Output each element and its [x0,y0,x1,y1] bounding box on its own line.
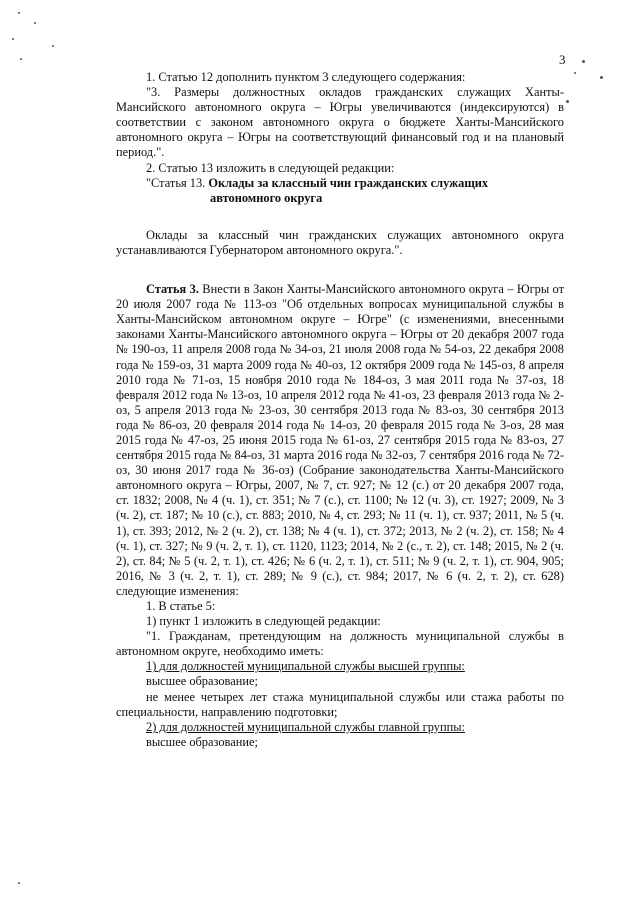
heading-title-continued: автономного округа [210,190,323,205]
paragraph: Оклады за классный чин гражданских служащих автономного округа устанавливаются Губернатором автономного округа.". [116,227,564,257]
scan-speck [582,60,585,63]
scan-speck [18,12,20,14]
underlined-text: 1) для должностей муниципальной службы высшей группы: [146,659,465,674]
scan-speck [52,45,54,47]
article-3-paragraph [116,282,564,599]
article-label: Статья 3. [146,282,199,297]
paragraph: 1. Статью 12 дополнить пунктом 3 следующего содержания: [146,70,466,84]
paragraph: "3. Размеры должностных окладов гражданских служащих Ханты-Мансийского автономного округа – Югры увеличиваются (индексируются) в соответствии с законом автономного округа о бюджете Ханты-Мансийского автономного округа – Югры на соответствующий финансовый год и на плановый период.". [116,85,564,160]
paragraph: "1. Гражданам, претендующим на должность муниципальной службы в автономном округе, необходимо иметь: [116,629,564,659]
heading-title: Оклады за классный чин гражданских служащих [208,175,489,190]
scan-speck [12,38,14,40]
scan-speck [600,76,603,79]
underlined-text: 2) для должностей муниципальной службы главной группы: [146,719,465,734]
paragraph: 2. Статью 13 изложить в следующей редакции: [146,160,395,175]
paragraph: не менее четырех лет стажа муниципальной службы или стажа работы по специальности, направлению подготовки; [116,689,564,719]
article-text: Внести в Закон Ханты-Мансийского автономного округа – Югры от 20 июля 2007 года № 113-оз "Об отдельных вопросах муниципальной службы в Ханты-Мансийском автономном округе – Югре" (с изменениями, внесенными законами Ханты-Мансийского автономного округа – Югры от 20 декабря 2007 года № 190-оз, 11 апреля 2008 года № 34-оз, 21 июля 2008 года № 54-оз, 22 декабря 2008 года № 159-оз, 31 марта 2009 года № 40-оз, 12 октября 2009 года № 145-оз, 8 апреля 2010 года № 71-оз, 15 ноября 2010 года № 184-оз, 3 мая 2011 года № 37-оз, 18 февраля 2012 года № 13-оз, 10 апреля 2012 года № 41-оз, 23 февраля 2013 года № 2-оз, 5 апреля 2013 года № 23-оз, 30 сентября 2013 года № 83-оз, 30 сентября 2013 года № 86-оз, 20 февраля 2014 года № 14-оз, 20 февраля 2015 года № 3-оз, 28 мая 2015 года № 47-оз, 25 июня 2015 года № 61-оз, 27 сентября 2015 года № 83-оз, 27 сентября 2015 года № 84-оз, 31 марта 2016 года № 32-оз, 7 сентября 2016 года № 72-оз, 30 июня 2017 года № 36-оз) (Собрание законодательства Ханты-Мансийского автономного округа – Югры, 2007, № 7, ст. 927; № 12 (с.) от 20 декабря 2007 года, ст. 1832; 2008, № 4 (ч. 1), ст. 351; № 7 (с.), ст. 1100; № 12 (ч. 3), ст. 1927; 2009, № 3 (ч. 2), ст. 187; № 10 (с.), ст. 883; 2010, № 4, ст. 293; № 11 (ч. 1), ст. 937; 2011, № 5 (ч. 1), ст. 393; 2012, № 2 (ч. 2), ст. 138; № 4 (ч. 1), ст. 372; 2013, № 2 (ч. 2), ст. 158; № 4 (ч. 1), ст. 327; № 9 (ч. 2, т. 1), ст. 1120, 1123; 2014, № 2 (с., т. 2), ст. 148; 2015, № 2 (ч. 2), ст. 84; № 5 (ч. 2, т. 1), ст. 426; № 6 (ч. 2, т. 1), ст. 511; № 9 (ч. 2, т. 1), ст. 904, 905; 2016, № 3 (ч. 2, т. 1), ст. 289; № 9 (с.), ст. 984; 2017, № 6 (ч. 2, т. 2), ст. 628) следующие изменения: [116,282,564,598]
article-heading [116,176,564,191]
paragraph: высшее образование; [146,734,258,749]
paragraph: 1. В статье 5: [146,599,216,613]
paragraph [116,659,564,674]
paragraph [116,720,564,735]
scan-speck [20,58,22,60]
scan-speck [34,22,36,24]
scan-speck [566,100,569,103]
scan-speck [18,882,20,884]
scan-speck [574,72,576,74]
paragraph: 1) пункт 1 изложить в следующей редакции: [146,614,381,629]
paragraph: высшее образование; [146,674,258,689]
document-body [116,70,564,750]
heading-prefix: "Статья 13. [146,175,209,190]
page-number: 3 [559,52,566,67]
